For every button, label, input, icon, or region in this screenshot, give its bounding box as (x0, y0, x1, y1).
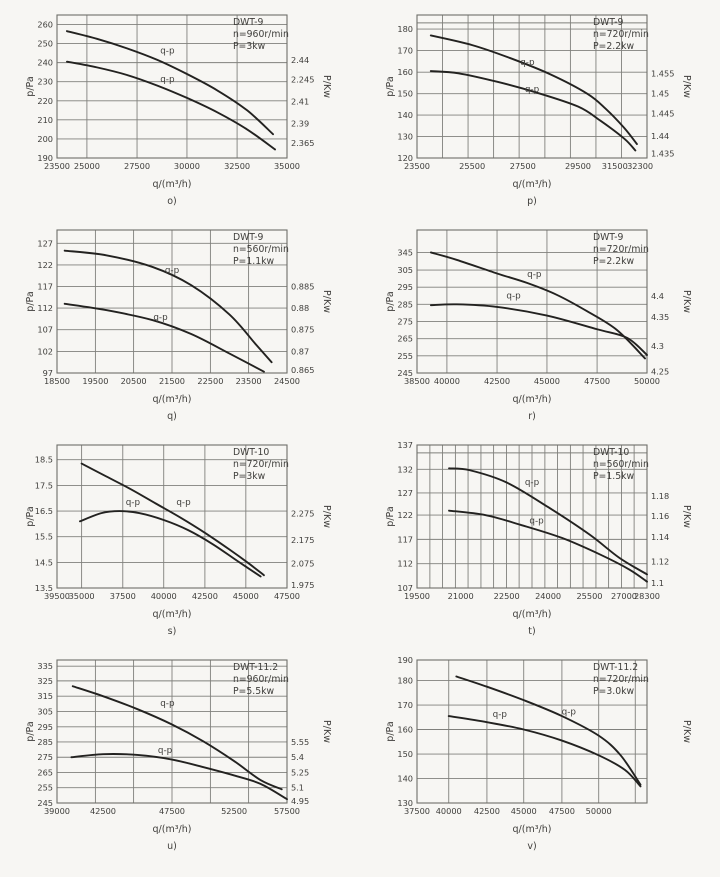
chart-subtitle: n=960r/min (232, 674, 289, 685)
y2-tick-label: 2.44 (291, 55, 310, 66)
y2-tick-label: 0.88 (291, 303, 310, 314)
y2-tick-label: 2.41 (291, 96, 310, 107)
y-tick-label: 180 (397, 675, 413, 686)
x-tick-label: 47500 (548, 806, 575, 816)
chart-title: DWT-11.2 (592, 662, 639, 673)
x-axis-title: q/(m³/h) (152, 179, 192, 190)
x-tick-label: 57500 (273, 806, 301, 816)
y-tick-label: 16.5 (34, 506, 53, 517)
chart-subtitle: P=3kw (232, 41, 266, 52)
chart-r (360, 219, 720, 434)
chart-subtitle: n=960r/min (232, 29, 289, 40)
chart-subtitle: P=5.5kw (232, 686, 275, 697)
x-tick-label: 50000 (585, 806, 612, 816)
y-tick-label: 140 (397, 773, 413, 784)
y2-tick-label: 1.975 (291, 580, 315, 591)
x-tick-label: 42500 (473, 806, 500, 816)
x-axis-title: q/(m³/h) (152, 824, 192, 835)
x-tick-label: 24000 (535, 591, 562, 601)
chart-subtitle: n=720r/min (592, 244, 649, 255)
curve-label-q-p: q-p (176, 498, 191, 509)
y2-tick-label: 2.245 (291, 74, 315, 85)
curve-label-q-p: q-p (524, 478, 540, 489)
chart-u (0, 649, 360, 864)
y-tick-label: 140 (397, 110, 413, 121)
x-tick-label: 25500 (576, 591, 603, 601)
y2-tick-label: 1.16 (651, 510, 670, 521)
chart-caption: t) (528, 626, 536, 637)
y-tick-label: 275 (397, 316, 413, 327)
x-tick-label: 25000 (73, 161, 100, 171)
x-axis-title: q/(m³/h) (512, 394, 552, 405)
y-tick-label: 275 (37, 752, 53, 763)
y-tick-label: 130 (397, 131, 413, 142)
y2-tick-label: 5.4 (291, 752, 305, 763)
x-tick-label: 23500 (403, 161, 431, 171)
x-tick-label: 40000 (433, 376, 460, 386)
chart-cell-s (0, 434, 360, 649)
y-tick-label: 265 (397, 333, 413, 344)
x-tick-label: 42500 (191, 591, 218, 601)
y2-axis-title: P/Kw (321, 75, 332, 98)
y-tick-label: 255 (397, 350, 413, 361)
x-tick-label: 21000 (447, 591, 474, 601)
x-axis-title: q/(m³/h) (512, 179, 552, 190)
y2-tick-label: 4.35 (651, 311, 670, 322)
curve-label-q-p: q-p (160, 698, 175, 709)
y2-tick-label: 0.885 (291, 281, 315, 292)
x-tick-label: 52500 (221, 806, 248, 816)
curve-q-p-0 (73, 686, 282, 789)
y-tick-label: 122 (397, 510, 413, 521)
chart-subtitle: P=3.0kw (592, 686, 635, 697)
y2-tick-label: 1.455 (651, 68, 675, 79)
y2-tick-label: 4.3 (651, 340, 665, 351)
x-tick-label: 42500 (89, 806, 117, 816)
chart-o (0, 4, 360, 219)
x-tick-label: 50000 (633, 376, 661, 386)
x-tick-label: 37500 (403, 806, 431, 816)
chart-title: DWT-10 (232, 447, 270, 458)
chart-title: DWT-9 (592, 17, 624, 28)
y2-tick-label: 1.45 (651, 88, 670, 99)
y-tick-label: 137 (397, 440, 413, 450)
x-tick-label: 39000 (43, 806, 71, 816)
x-tick-label: 40000 (150, 591, 177, 601)
chart-cell-q (0, 219, 360, 434)
y-tick-label: 112 (397, 558, 413, 569)
y2-axis-title: P/Kw (321, 505, 332, 528)
curve-label-q-p: q-p (506, 291, 521, 302)
y-tick-label: 295 (397, 282, 413, 293)
curve-label-q-p: q-p (164, 265, 180, 276)
chart-subtitle: P=1.1kw (232, 256, 275, 267)
curve-label-q-p: q-p (160, 75, 175, 86)
chart-caption: v) (527, 841, 537, 852)
x-tick-label: 22500 (493, 591, 520, 601)
curve-label-q-p: q-p (529, 516, 544, 527)
chart-caption: q) (167, 411, 177, 422)
y-tick-label: 13.5 (34, 583, 53, 593)
y-axis-title: p/Pa (25, 721, 36, 742)
chart-cell-v (360, 649, 720, 864)
chart-caption: s) (167, 626, 177, 637)
x-tick-label: 24500 (273, 376, 301, 386)
y-axis-title: p/Pa (25, 506, 36, 527)
y2-tick-label: 2.39 (291, 118, 310, 129)
chart-title: DWT-9 (592, 232, 624, 243)
y-tick-label: 14.5 (34, 557, 53, 568)
curve-q-p-0 (449, 468, 647, 574)
y-axis-title: p/Pa (385, 291, 396, 312)
x-tick-label: 25500 (459, 161, 486, 171)
x-tick-label: 30000 (173, 161, 200, 171)
y-tick-label: 305 (397, 265, 413, 276)
curve-q-p-1 (431, 71, 636, 150)
y2-tick-label: 1.435 (651, 148, 675, 159)
x-tick-label: 29500 (564, 161, 592, 171)
curve-label-q-p: q-p (492, 710, 507, 721)
y-tick-label: 295 (37, 721, 53, 732)
chart-subtitle: n=560r/min (592, 459, 649, 470)
y2-tick-label: 0.865 (291, 365, 315, 376)
y-tick-label: 190 (397, 655, 413, 665)
y2-tick-label: 4.4 (651, 290, 665, 301)
y-tick-label: 132 (397, 464, 413, 475)
x-tick-label: 45000 (510, 806, 537, 816)
x-tick-label: 47500 (584, 376, 611, 386)
x-tick-label: 32500 (224, 161, 251, 171)
x-tick-label: 39500 (43, 591, 71, 601)
y-axis-title: p/Pa (25, 291, 36, 312)
y2-tick-label: 2.175 (291, 535, 315, 546)
y-tick-label: 315 (37, 691, 53, 702)
y2-axis-title: P/Kw (321, 720, 332, 743)
chart-subtitle: P=1.5kw (592, 471, 635, 482)
y-tick-label: 122 (37, 259, 53, 270)
x-tick-label: 45000 (533, 376, 560, 386)
y2-tick-label: 2.365 (291, 137, 315, 148)
y-tick-label: 117 (37, 281, 53, 292)
y-axis-title: p/Pa (25, 76, 36, 97)
chart-q (0, 219, 360, 434)
chart-p (360, 4, 720, 219)
y-tick-label: 305 (37, 706, 53, 717)
y-tick-label: 285 (37, 736, 53, 747)
y-tick-label: 170 (397, 700, 413, 711)
y-tick-label: 150 (397, 749, 413, 760)
chart-caption: p) (527, 196, 537, 207)
x-tick-label: 19500 (82, 376, 109, 386)
x-axis-title: q/(m³/h) (152, 609, 192, 620)
chart-subtitle: n=560r/min (232, 244, 289, 255)
y2-tick-label: 1.445 (651, 108, 675, 119)
y2-axis-title: P/Kw (681, 290, 692, 313)
y2-tick-label: 1.18 (651, 491, 670, 502)
y2-tick-label: 2.075 (291, 558, 315, 569)
y-axis-title: p/Pa (385, 506, 396, 527)
curve-q-p-1 (449, 716, 641, 786)
chart-subtitle: n=720r/min (592, 674, 649, 685)
x-axis-title: q/(m³/h) (512, 824, 552, 835)
chart-cell-r (360, 219, 720, 434)
y-tick-label: 112 (37, 303, 53, 314)
y-tick-label: 17.5 (34, 480, 53, 491)
y-tick-label: 285 (397, 299, 413, 310)
x-tick-label: 28300 (633, 591, 661, 601)
x-tick-label: 23500 (43, 161, 71, 171)
y-tick-label: 265 (37, 767, 53, 778)
y2-tick-label: 4.25 (651, 366, 670, 377)
y-tick-label: 170 (397, 45, 413, 56)
y-tick-label: 150 (397, 88, 413, 99)
y2-tick-label: 1.44 (651, 130, 670, 141)
y-tick-label: 18.5 (34, 454, 53, 465)
curve-label-q-p: q-p (125, 498, 141, 509)
curve-label-q-p: q-p (157, 745, 173, 756)
y2-tick-label: 5.25 (291, 767, 310, 778)
y2-tick-label: 5.1 (291, 782, 305, 793)
x-tick-label: 32300 (627, 161, 654, 171)
y2-tick-label: 0.875 (291, 324, 315, 335)
chart-caption: o) (167, 196, 177, 207)
curve-label-q-p: q-p (524, 85, 540, 96)
chart-caption: u) (167, 841, 177, 852)
curve-label-q-p: q-p (527, 270, 542, 281)
y-tick-label: 107 (37, 324, 53, 335)
x-axis-title: q/(m³/h) (512, 609, 552, 620)
y-tick-label: 127 (37, 238, 53, 249)
curve-q-p-1 (449, 511, 647, 582)
x-tick-label: 42500 (484, 376, 511, 386)
y2-tick-label: 4.95 (291, 795, 310, 806)
chart-cell-u (0, 649, 360, 864)
x-tick-label: 31500 (601, 161, 628, 171)
curve-label-q-p: q-p (153, 313, 168, 324)
x-tick-label: 27000 (610, 591, 638, 601)
chart-title: DWT-11.2 (232, 662, 279, 673)
curve-q-p-1 (431, 304, 647, 355)
chart-t (360, 434, 720, 649)
y-tick-label: 127 (397, 487, 413, 498)
y2-axis-title: P/Kw (681, 75, 692, 98)
chart-subtitle: n=720r/min (232, 459, 289, 470)
chart-v (360, 649, 720, 864)
y-tick-label: 255 (37, 782, 53, 793)
y2-tick-label: 2.275 (291, 508, 315, 519)
x-tick-label: 38500 (403, 376, 431, 386)
y-tick-label: 120 (397, 153, 413, 163)
y-tick-label: 117 (397, 534, 413, 545)
y2-tick-label: 1.12 (651, 556, 670, 567)
x-tick-label: 27500 (124, 161, 151, 171)
y-tick-label: 160 (397, 67, 413, 78)
y-tick-label: 15.5 (34, 531, 53, 542)
y-tick-label: 130 (397, 798, 413, 808)
y-tick-label: 160 (397, 724, 413, 735)
y-tick-label: 102 (37, 346, 53, 357)
y2-axis-title: P/Kw (681, 720, 692, 743)
chart-title: DWT-9 (232, 17, 264, 28)
y-tick-label: 200 (37, 133, 53, 144)
y2-axis-title: P/Kw (681, 505, 692, 528)
x-tick-label: 20500 (120, 376, 147, 386)
chart-subtitle: P=3kw (232, 471, 266, 482)
y-tick-label: 325 (37, 675, 53, 686)
y-tick-label: 190 (37, 153, 53, 163)
chart-cell-o (0, 4, 360, 219)
y-tick-label: 345 (397, 247, 413, 258)
y-axis-title: p/Pa (385, 76, 396, 97)
y2-tick-label: 0.87 (291, 346, 310, 357)
x-tick-label: 23500 (235, 376, 262, 386)
y-tick-label: 220 (37, 95, 53, 106)
y-tick-label: 230 (37, 76, 53, 87)
y-axis-title: p/Pa (385, 721, 396, 742)
y-tick-label: 210 (37, 114, 53, 125)
x-tick-label: 35000 (68, 591, 95, 601)
curve-q-p-1 (80, 511, 261, 576)
x-tick-label: 18500 (43, 376, 71, 386)
y-tick-label: 240 (37, 57, 53, 68)
x-tick-label: 45000 (232, 591, 259, 601)
x-tick-label: 47500 (158, 806, 186, 816)
y-tick-label: 107 (397, 583, 413, 593)
y-tick-label: 245 (37, 798, 53, 808)
y2-tick-label: 1.1 (651, 578, 665, 589)
y2-tick-label: 5.55 (291, 736, 310, 747)
chart-s (0, 434, 360, 649)
x-tick-label: 40000 (435, 806, 462, 816)
x-tick-label: 27500 (509, 161, 536, 171)
x-tick-label: 37500 (109, 591, 136, 601)
curve-label-q-p: q-p (160, 46, 175, 57)
x-tick-label: 22500 (197, 376, 224, 386)
x-tick-label: 35000 (273, 161, 301, 171)
chart-title: DWT-10 (592, 447, 630, 458)
chart-subtitle: n=720r/min (592, 29, 649, 40)
chart-cell-t (360, 434, 720, 649)
y2-axis-title: P/Kw (321, 290, 332, 313)
y2-tick-label: 1.14 (651, 532, 670, 543)
chart-subtitle: P=2.2kw (592, 256, 635, 267)
y-tick-label: 250 (37, 38, 53, 49)
chart-title: DWT-9 (232, 232, 264, 243)
x-tick-label: 21500 (158, 376, 186, 386)
y-tick-label: 335 (37, 661, 53, 672)
y-tick-label: 97 (42, 368, 53, 378)
y-tick-label: 245 (397, 368, 413, 378)
y-tick-label: 260 (37, 19, 53, 30)
curve-label-q-p: q-p (561, 707, 576, 718)
x-tick-label: 19500 (403, 591, 431, 601)
curve-label-q-p: q-p (520, 58, 535, 69)
chart-caption: r) (528, 411, 536, 422)
chart-cell-p (360, 4, 720, 219)
x-axis-title: q/(m³/h) (152, 394, 192, 405)
x-tick-label: 47500 (273, 591, 301, 601)
chart-subtitle: P=2.2kw (592, 41, 635, 52)
y-tick-label: 180 (397, 24, 413, 35)
